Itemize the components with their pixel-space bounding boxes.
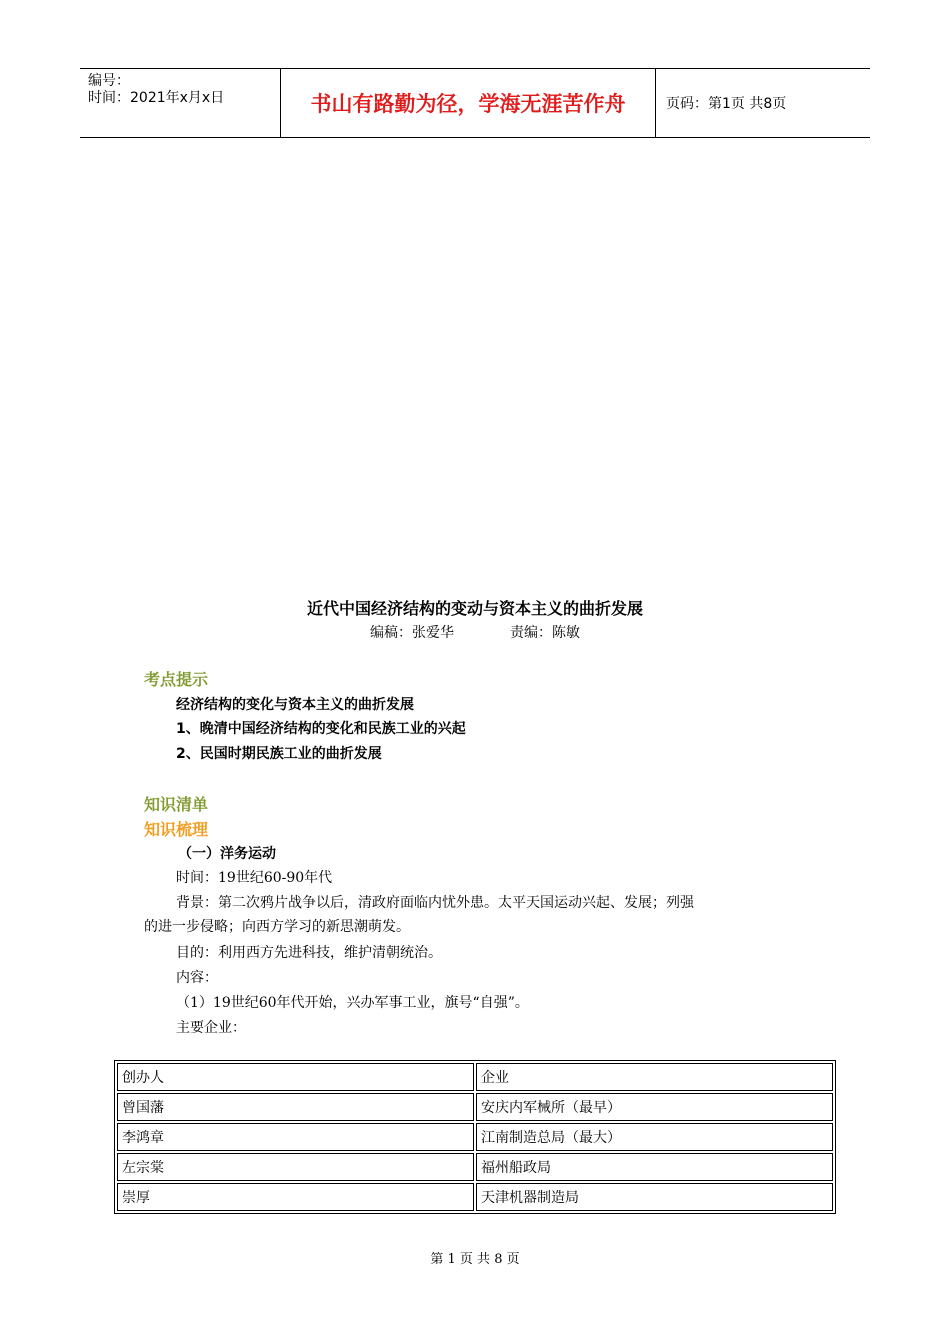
tips-item: 2、民国时期民族工业的曲折发展 xyxy=(176,746,382,762)
body-line: 时间：19世纪60-90年代 xyxy=(176,870,333,886)
table-cell: 安庆内军械所（最早） xyxy=(476,1093,833,1121)
section-heading-knowledge-outline: 知识梳理 xyxy=(144,820,209,839)
reviewer-name: 责编：陈敏 xyxy=(510,625,580,641)
section-heading-knowledge-list: 知识清单 xyxy=(144,795,209,814)
table-row xyxy=(117,1183,833,1211)
body-line: 背景：第二次鸦片战争以后，清政府面临内忧外患。太平天国运动兴起、发展；列强 xyxy=(176,895,694,911)
table-row xyxy=(117,1123,833,1151)
enterprise-table xyxy=(114,1060,836,1214)
table-row xyxy=(117,1153,833,1181)
table-cell: 福州船政局 xyxy=(476,1153,833,1181)
body-line: （1）19世纪60年代开始，兴办军事工业，旗号“自强”。 xyxy=(176,995,529,1011)
table-header-cell: 企业 xyxy=(476,1063,833,1091)
table-cell: 江南制造总局（最大） xyxy=(476,1123,833,1151)
table-row xyxy=(117,1093,833,1121)
tips-item: 1、晚清中国经济结构的变化和民族工业的兴起 xyxy=(176,721,466,737)
number-label: 编号： xyxy=(88,73,130,89)
table-cell: 天津机器制造局 xyxy=(476,1183,833,1211)
body-line: 主要企业： xyxy=(176,1020,246,1036)
table-header-cell: 创办人 xyxy=(117,1063,474,1091)
header-motto: 书山有路勤为径，学海无涯苦作舟 xyxy=(280,69,656,137)
body-line: 的进一步侵略；向西方学习的新思潮萌发。 xyxy=(144,919,410,935)
table-header-row xyxy=(117,1063,833,1091)
table-cell: 曾国藩 xyxy=(117,1093,474,1121)
page-header xyxy=(80,68,870,138)
header-meta xyxy=(80,69,280,137)
editors-line xyxy=(0,622,950,642)
page-footer: 第 1 页 共 8 页 xyxy=(430,1252,520,1267)
editor-name: 编稿：张爱华 xyxy=(370,625,454,641)
time-label: 时间：2021年x月x日 xyxy=(88,90,225,106)
body-line: 内容： xyxy=(176,970,218,986)
table-cell: 崇厚 xyxy=(117,1183,474,1211)
table-cell: 左宗棠 xyxy=(117,1153,474,1181)
tips-item: 经济结构的变化与资本主义的曲折发展 xyxy=(176,697,414,713)
header-page-label: 页码：第1页 共8页 xyxy=(666,96,787,112)
sub-heading: （一）洋务运动 xyxy=(178,846,276,862)
body-line: 目的：利用西方先进科技，维护清朝统治。 xyxy=(176,945,442,961)
table-cell: 李鸿章 xyxy=(117,1123,474,1151)
document-title: 近代中国经济结构的变动与资本主义的曲折发展 xyxy=(306,599,643,618)
section-heading-tips: 考点提示 xyxy=(144,670,209,689)
